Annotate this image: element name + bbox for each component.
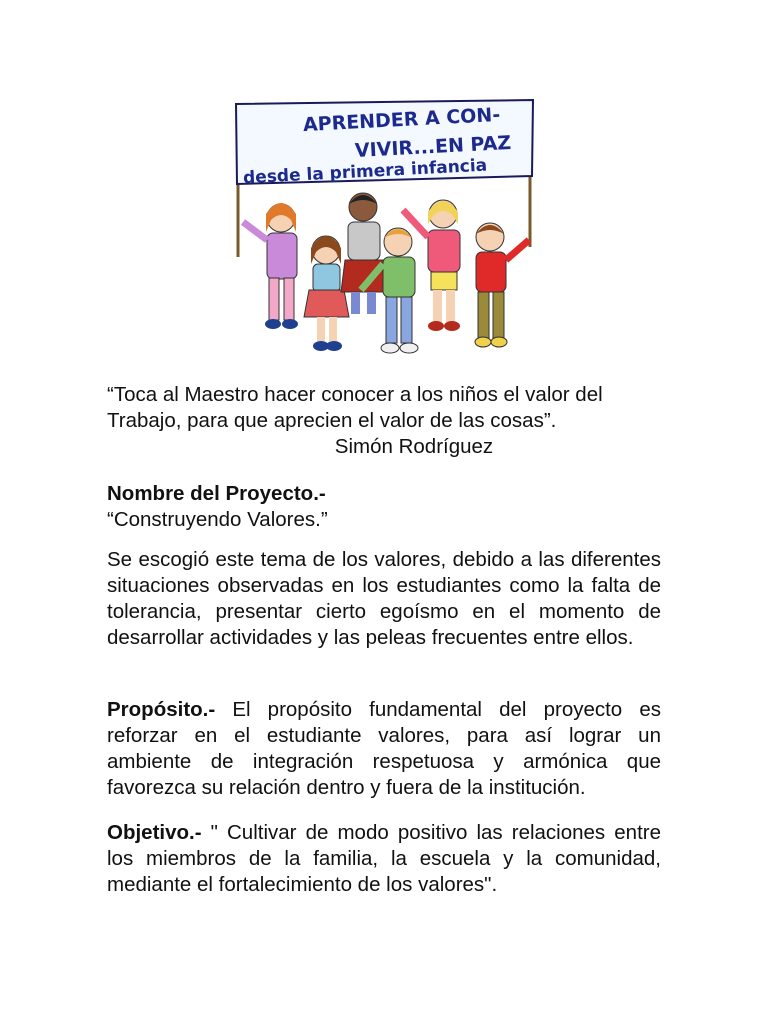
reason-paragraph: Se escogió este tema de los valores, debido a las diferentes situaciones observadas en los estudiantes como la falta de tolerancia, presentar cierto egoísmo en el momento de desarrollar actividades y las peleas frecuentes entre ellos. [107, 548, 661, 649]
purpose-paragraph [107, 697, 661, 801]
objective-label: Objetivo.- [107, 821, 202, 844]
purpose-label: Propósito.- [107, 698, 216, 721]
children-holding-banner-illustration [233, 92, 535, 362]
purpose-text: El propósito fundamental del proyecto es reforzar en el estudiante valores, para así lograr un ambiente de integración respetuosa y armónica que favorezca su relación dentro y fuera de la institución. [107, 698, 661, 799]
quote-author: Simón Rodríguez [334, 435, 494, 458]
quote-block [107, 382, 661, 460]
banner-line-2: VIVIR...EN PAZ [354, 131, 512, 163]
objective-paragraph [107, 820, 661, 898]
banner-line-3: desde la primera infancia [242, 155, 488, 189]
quote-line-2: Trabajo, para que aprecien el valor de las cosas”. [107, 409, 557, 432]
objective-text: " Cultivar de modo positivo las relaciones entre los miembros de la familia, la escuela y la comunidad, mediante el fortalecimiento de los valores". [107, 821, 661, 896]
quote-line-1: “Toca al Maestro hacer conocer a los niños el valor del [107, 383, 603, 406]
project-label: Nombre del Proyecto.- [107, 482, 326, 505]
children-banner-illustration [233, 92, 535, 362]
project-name-block [107, 481, 661, 533]
banner-line-1: APRENDER A CON- [302, 103, 501, 137]
project-name: “Construyendo Valores.” [107, 508, 328, 531]
